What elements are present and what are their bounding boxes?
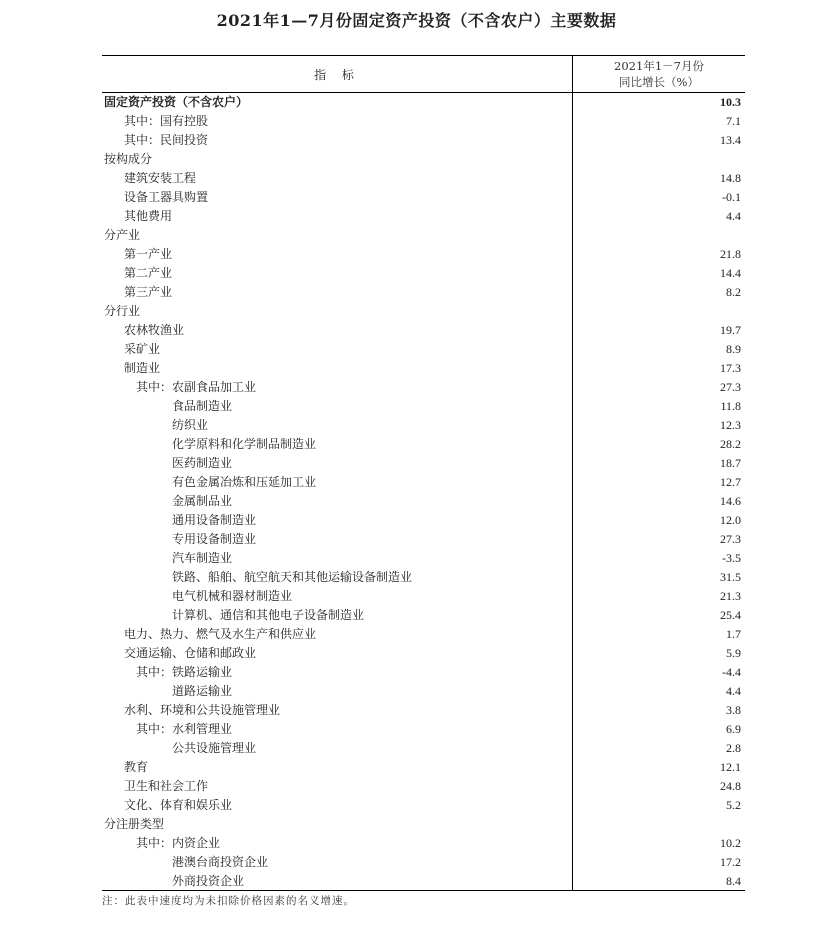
row-label: 专用设备制造业 xyxy=(172,532,257,546)
row-label: 分产业 xyxy=(104,228,141,242)
row-label: 其中：内资企业 xyxy=(136,836,221,850)
table-row xyxy=(102,549,745,568)
row-value: 12.7 xyxy=(720,475,741,489)
header-growth-column xyxy=(573,58,745,90)
row-value: 27.3 xyxy=(720,380,741,394)
row-label: 计算机、通信和其他电子设备制造业 xyxy=(172,608,365,622)
table-row xyxy=(102,435,745,454)
table-row xyxy=(102,188,745,207)
table-row xyxy=(102,625,745,644)
row-value: 17.2 xyxy=(720,855,741,869)
page-title: 2021年1—7月份固定资产投资（不含农户）主要数据 xyxy=(216,11,617,30)
table-row xyxy=(102,131,745,150)
table-row xyxy=(102,644,745,663)
table-row xyxy=(102,701,745,720)
row-value: 27.3 xyxy=(720,532,741,546)
row-value: 14.8 xyxy=(720,171,741,185)
table-row xyxy=(102,397,745,416)
row-value: 19.7 xyxy=(720,323,741,337)
header-period: 2021年1－7月份 xyxy=(614,59,704,73)
row-value: 18.7 xyxy=(720,456,741,470)
row-value: -4.4 xyxy=(722,665,741,679)
table-row xyxy=(102,853,745,872)
table-header xyxy=(102,56,745,93)
row-label: 第三产业 xyxy=(124,285,173,299)
row-label: 卫生和社会工作 xyxy=(124,779,209,793)
row-value: 21.8 xyxy=(720,247,741,261)
row-label: 分注册类型 xyxy=(104,817,165,831)
row-label: 电力、热力、燃气及水生产和供应业 xyxy=(124,627,317,641)
row-label: 采矿业 xyxy=(124,342,161,356)
row-value: 5.2 xyxy=(726,798,741,812)
row-label: 分行业 xyxy=(104,304,141,318)
table-row xyxy=(102,302,745,321)
row-label: 固定资产投资（不含农户） xyxy=(104,95,249,109)
row-label: 教育 xyxy=(124,760,149,774)
table-row xyxy=(102,720,745,739)
row-value: 14.4 xyxy=(720,266,741,280)
row-label: 其中：铁路运输业 xyxy=(136,665,233,679)
row-label: 其他费用 xyxy=(124,209,173,223)
row-value: 12.3 xyxy=(720,418,741,432)
row-label: 有色金属冶炼和压延加工业 xyxy=(172,475,317,489)
table-row xyxy=(102,207,745,226)
row-label: 汽车制造业 xyxy=(172,551,233,565)
table-row xyxy=(102,606,745,625)
row-label: 化学原料和化学制品制造业 xyxy=(172,437,317,451)
table-row xyxy=(102,283,745,302)
row-value: 4.4 xyxy=(726,209,741,223)
row-value: 1.7 xyxy=(726,627,741,641)
row-value: 6.9 xyxy=(726,722,741,736)
table-row xyxy=(102,245,745,264)
row-label: 公共设施管理业 xyxy=(172,741,257,755)
row-value: -0.1 xyxy=(722,190,741,204)
table-row xyxy=(102,739,745,758)
row-label: 道路运输业 xyxy=(172,684,233,698)
table-row xyxy=(102,511,745,530)
table-row xyxy=(102,454,745,473)
row-label: 建筑安装工程 xyxy=(124,171,197,185)
header-indicator: 指 标 xyxy=(314,68,360,82)
table-row xyxy=(102,758,745,777)
row-value: 5.9 xyxy=(726,646,741,660)
table-row xyxy=(102,872,745,891)
row-label: 其中：水利管理业 xyxy=(136,722,233,736)
row-label: 金属制品业 xyxy=(172,494,233,508)
table-row xyxy=(102,226,745,245)
footnote: 注：此表中速度均为未扣除价格因素的名义增速。 xyxy=(102,895,355,907)
row-value: 14.6 xyxy=(720,494,741,508)
row-value: 10.3 xyxy=(720,95,741,109)
row-label: 交通运输、仓储和邮政业 xyxy=(124,646,257,660)
row-label: 医药制造业 xyxy=(172,456,233,470)
row-label: 制造业 xyxy=(124,361,161,375)
row-label: 电气机械和器材制造业 xyxy=(172,589,293,603)
row-value: 31.5 xyxy=(720,570,741,584)
table-row xyxy=(102,416,745,435)
table-row xyxy=(102,321,745,340)
table-row xyxy=(102,777,745,796)
row-value: 13.4 xyxy=(720,133,741,147)
row-label: 第一产业 xyxy=(124,247,173,261)
row-value: 10.2 xyxy=(720,836,741,850)
table-row xyxy=(102,834,745,853)
row-value: 25.4 xyxy=(720,608,741,622)
row-value: 2.8 xyxy=(726,741,741,755)
row-label: 纺织业 xyxy=(172,418,209,432)
row-value: 7.1 xyxy=(726,114,741,128)
table-row xyxy=(102,587,745,606)
row-label: 第二产业 xyxy=(124,266,173,280)
row-label: 农林牧渔业 xyxy=(124,323,185,337)
table-row xyxy=(102,530,745,549)
table-body xyxy=(102,93,745,891)
table-row xyxy=(102,169,745,188)
table-row xyxy=(102,150,745,169)
table-row xyxy=(102,359,745,378)
table-row xyxy=(102,663,745,682)
table-row xyxy=(102,682,745,701)
row-value: 3.8 xyxy=(726,703,741,717)
row-label: 水利、环境和公共设施管理业 xyxy=(124,703,281,717)
row-label: 其中：农副食品加工业 xyxy=(136,380,257,394)
row-value: -3.5 xyxy=(722,551,741,565)
row-label: 食品制造业 xyxy=(172,399,233,413)
row-value: 8.4 xyxy=(726,874,741,888)
table-row xyxy=(102,568,745,587)
row-label: 其中：民间投资 xyxy=(124,133,209,147)
header-measure: 同比增长（%） xyxy=(619,75,699,89)
row-label: 设备工器具购置 xyxy=(124,190,209,204)
table-row xyxy=(102,378,745,397)
row-value: 21.3 xyxy=(720,589,741,603)
row-label: 其中：国有控股 xyxy=(124,114,209,128)
row-value: 12.0 xyxy=(720,513,741,527)
row-value: 4.4 xyxy=(726,684,741,698)
row-label: 通用设备制造业 xyxy=(172,513,257,527)
row-label: 铁路、船舶、航空航天和其他运输设备制造业 xyxy=(172,570,413,584)
table-row xyxy=(102,93,745,112)
row-value: 28.2 xyxy=(720,437,741,451)
row-value: 8.9 xyxy=(726,342,741,356)
row-value: 12.1 xyxy=(720,760,741,774)
table-row xyxy=(102,264,745,283)
row-label: 文化、体育和娱乐业 xyxy=(124,798,233,812)
row-value: 11.8 xyxy=(720,399,741,413)
table-row xyxy=(102,112,745,131)
row-label: 按构成分 xyxy=(104,152,153,166)
table-row xyxy=(102,492,745,511)
table-row xyxy=(102,796,745,815)
row-label: 港澳台商投资企业 xyxy=(172,855,269,869)
row-value: 24.8 xyxy=(720,779,741,793)
table-row xyxy=(102,815,745,834)
table-row xyxy=(102,340,745,359)
data-table xyxy=(102,55,745,891)
table-row xyxy=(102,473,745,492)
row-value: 8.2 xyxy=(726,285,741,299)
row-label: 外商投资企业 xyxy=(172,874,245,888)
row-value: 17.3 xyxy=(720,361,741,375)
